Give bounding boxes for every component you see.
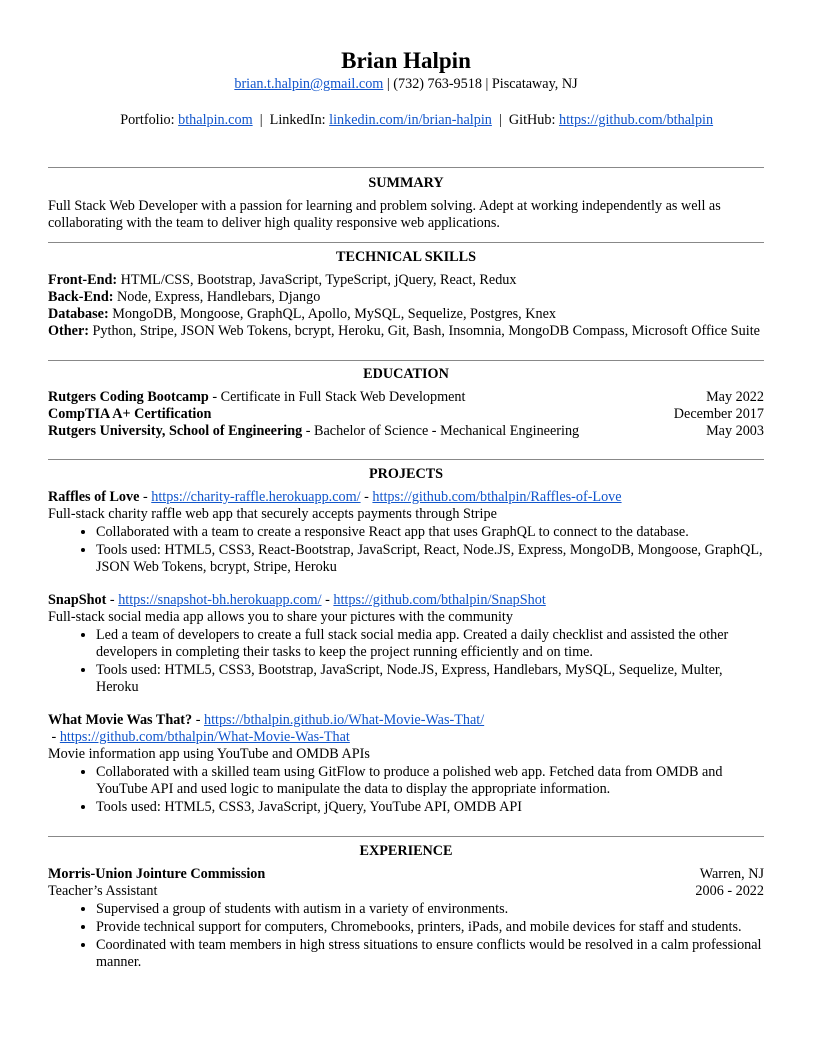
email-link[interactable]: brian.t.halpin@gmail.com [234, 76, 384, 92]
skill-row [48, 323, 764, 340]
separator: - [192, 712, 204, 728]
project-header [48, 592, 764, 609]
education-row [48, 406, 764, 423]
experience-bullets [48, 900, 764, 971]
github-label: GitHub: [508, 112, 559, 128]
skill-row [48, 289, 764, 306]
skill-label: Database: [48, 306, 109, 322]
summary-title: SUMMARY [368, 175, 444, 191]
header [48, 47, 764, 147]
skill-label: Other: [48, 323, 89, 339]
linkedin-label: LinkedIn: [269, 112, 330, 128]
skill-row [48, 306, 764, 323]
experience-role-row [48, 883, 764, 900]
resume-page [48, 47, 764, 971]
education-detail: - Certificate in Full Stack Web Development [208, 389, 466, 405]
project-live-link[interactable]: https://snapshot-bh.herokuapp.com/ [118, 592, 322, 608]
bullet-item: • Tools used: HTML5, CSS3, Bootstrap, JavaScript, Node.JS, Express, Handlebars, MySQL, Sequelize, Multer, Heroku [96, 661, 764, 696]
project-live-link[interactable]: https://bthalpin.github.io/What-Movie-Was-That/ [203, 712, 485, 728]
bullet-item: • Collaborated with a skilled team using GitFlow to produce a polished web app. Fetched data from OMDB and YouTube API and used logic to manipulate the data to display the appropriate information. [96, 763, 764, 798]
experience-title: EXPERIENCE [359, 843, 453, 859]
project-entry [48, 712, 764, 816]
project-name: Raffles of Love [48, 489, 140, 505]
divider [48, 167, 764, 168]
education-detail: - Bachelor of Science - Mechanical Engineering [302, 423, 580, 439]
separator: - [48, 729, 60, 745]
education-title: EDUCATION [363, 366, 449, 382]
bullet-item: • Tools used: HTML5, CSS3, JavaScript, jQuery, YouTube API, OMDB API [96, 798, 764, 816]
school-name: Rutgers Coding Bootcamp [48, 389, 209, 405]
education-row [48, 423, 764, 440]
project-description: Movie information app using YouTube and OMDB APIs [48, 746, 370, 762]
project-bullets [48, 763, 764, 816]
project-live-link[interactable]: https://charity-raffle.herokuapp.com/ [151, 489, 361, 505]
bullet-item: • Tools used: HTML5, CSS3, React-Bootstrap, JavaScript, React, Node.JS, Express, MongoDB, Mongoose, GraphQL, JSON Web Tokens, bcrypt, Stripe, Heroku [96, 541, 764, 576]
experience-location: Warren, NJ [699, 866, 764, 882]
separator: - [321, 592, 334, 608]
projects-title: PROJECTS [368, 466, 444, 482]
education-date: December 2017 [673, 406, 764, 422]
bullet-item: • Provide technical support for computers, Chromebooks, printers, iPads, and mobile devices for staff and students. [96, 918, 764, 936]
skill-row [48, 272, 764, 289]
skill-label: Front-End: [48, 272, 118, 288]
education-row [48, 389, 764, 406]
skills-title: TECHNICAL SKILLS [336, 249, 476, 265]
education-date: May 2003 [706, 423, 764, 439]
skill-value: Node, Express, Handlebars, Django [113, 289, 321, 305]
experience-header [48, 866, 764, 883]
phone-location: | (732) 763-9518 | Piscataway, NJ [383, 76, 578, 92]
project-repo-link[interactable]: https://github.com/bthalpin/What-Movie-Was-That [59, 729, 350, 745]
education-date: May 2022 [706, 389, 764, 405]
separator: | [252, 112, 270, 128]
project-bullets [48, 626, 764, 696]
skill-label: Back-End: [48, 289, 114, 305]
portfolio-link[interactable]: bthalpin.com [178, 112, 253, 128]
divider [48, 459, 764, 460]
project-name: SnapShot [48, 592, 107, 608]
project-description: Full-stack social media app allows you to share your pictures with the community [48, 609, 513, 625]
skills-list [48, 272, 764, 340]
bullet-item: • Coordinated with team members in high stress situations to ensure conflicts would be resolved in a calm professional manner. [96, 936, 764, 971]
project-bullets [48, 523, 764, 576]
divider [48, 360, 764, 361]
candidate-name: Brian Halpin [341, 48, 471, 73]
education-list [48, 389, 764, 440]
project-header [48, 489, 764, 506]
role-title: Teacher’s Assistant [48, 883, 158, 899]
bullet-item: • Supervised a group of students with autism in a variety of environments. [96, 900, 764, 918]
bullet-item: • Collaborated with a team to create a responsive React app that uses GraphQL to connect to the database. [96, 523, 764, 541]
project-description: Full-stack charity raffle web app that securely accepts payments through Stripe [48, 506, 497, 522]
organization-name: Morris-Union Jointure Commission [48, 866, 266, 882]
bullet-item: • Led a team of developers to create a full stack social media app. Created a daily checklist and assisted the other developers in completing their tasks to keep the project running efficiently and on time. [96, 626, 764, 661]
divider [48, 242, 764, 243]
skill-value: HTML/CSS, Bootstrap, JavaScript, TypeScript, jQuery, React, Redux [117, 272, 517, 288]
separator: - [106, 592, 119, 608]
skill-value: Python, Stripe, JSON Web Tokens, bcrypt, Heroku, Git, Bash, Insomnia, MongoDB Compass, Microsoft Office Suite [88, 323, 760, 339]
project-repo-link[interactable]: https://github.com/bthalpin/SnapShot [333, 592, 546, 608]
project-entry [48, 489, 764, 576]
school-name: CompTIA A+ Certification [48, 406, 212, 422]
project-repo-link[interactable]: https://github.com/bthalpin/Raffles-of-Love [372, 489, 622, 505]
project-header [48, 712, 518, 746]
skill-value: MongoDB, Mongoose, GraphQL, Apollo, MySQL, Sequelize, Postgres, Knex [108, 306, 556, 322]
separator: | [491, 112, 509, 128]
contact-line [48, 75, 764, 93]
links-line [48, 93, 764, 147]
school-name: Rutgers University, School of Engineering [48, 423, 303, 439]
linkedin-link[interactable]: linkedin.com/in/brian-halpin [329, 112, 492, 128]
project-name: What Movie Was That? [48, 712, 193, 728]
divider [48, 836, 764, 837]
experience-entry [48, 866, 764, 971]
experience-dates: 2006 - 2022 [695, 883, 764, 899]
portfolio-label: Portfolio: [120, 112, 179, 128]
separator: - [360, 489, 373, 505]
summary-text: Full Stack Web Developer with a passion for learning and problem solving. Adept at working independently as well as collaborating with the team to deliver high quality responsive web applications. [48, 198, 721, 231]
github-link[interactable]: https://github.com/bthalpin [558, 112, 714, 128]
separator: - [139, 489, 152, 505]
project-entry [48, 592, 764, 696]
